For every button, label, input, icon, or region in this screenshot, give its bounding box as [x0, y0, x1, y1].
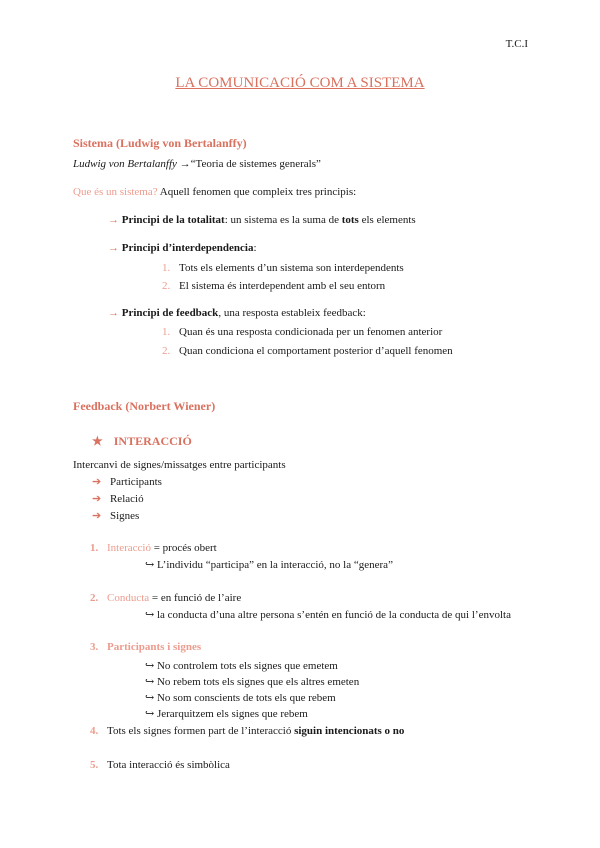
- numbered-item: [90, 542, 217, 554]
- bullet-item: [92, 492, 144, 505]
- item-number: 4.: [90, 725, 99, 737]
- item-text: = procés obert: [150, 542, 217, 554]
- item-number: 5.: [90, 759, 99, 771]
- bullet-item: [92, 509, 139, 522]
- item-label: Participants i signes: [107, 641, 202, 653]
- sub-item-text: No som conscients de tots els que rebem: [156, 692, 336, 704]
- bullet-text: Relació: [109, 493, 144, 505]
- hook-arrow-icon: ↪: [145, 559, 155, 571]
- sub-item-text: No controlem tots els signes que emetem: [156, 660, 338, 672]
- principle-totalitat: [108, 214, 416, 226]
- page-tag: T.C.I: [505, 38, 528, 50]
- item-label: Interacció: [107, 542, 151, 554]
- list-item: [162, 326, 442, 338]
- item-number: 1.: [162, 262, 171, 274]
- sub-item-text: la conducta d’una altre persona s’entén en funció de la conducta de qui l’envolta: [156, 609, 511, 621]
- question-text: Aquell fenomen que compleix tres principis:: [157, 186, 357, 198]
- item-text: Tots els elements d’un sistema son interdependents: [179, 262, 404, 274]
- question-label: Que és un sistema?: [73, 186, 158, 198]
- item-text: Tots els signes formen part de l’interacció: [107, 725, 295, 737]
- sub-item: [145, 659, 338, 672]
- sub-item-text: No rebem tots els signes que els altres emeten: [156, 676, 360, 688]
- sub-item: [145, 707, 308, 720]
- bullet-item: [92, 475, 162, 488]
- list-item: [162, 280, 385, 292]
- numbered-item: [90, 759, 230, 771]
- sub-item-text: Jerarquitzem els signes que rebem: [156, 708, 308, 720]
- principle-strong: tots: [341, 214, 359, 226]
- author-name: Ludwig von Bertalanffy: [73, 158, 177, 170]
- hook-arrow-icon: ↪: [145, 708, 155, 720]
- item-text: El sistema és interdependent amb el seu entorn: [179, 280, 386, 292]
- item-label: Conducta: [107, 592, 150, 604]
- item-text: Tota interacció és simbòlica: [107, 759, 230, 771]
- sub-item-text: L’individu “participa” en la interacció, no la “genera”: [156, 559, 393, 571]
- item-number: 2.: [162, 280, 171, 292]
- list-item: [162, 262, 404, 274]
- right-arrow-icon: →: [108, 307, 119, 319]
- document-title: LA COMUNICACIÓ COM A SISTEMA: [175, 75, 425, 91]
- arrow-bullet-icon: ➔: [92, 493, 102, 505]
- sub-item: [145, 691, 336, 704]
- principle-interdependencia: [108, 242, 257, 254]
- principle-text: , una resposta estableix feedback:: [218, 307, 366, 319]
- principle-feedback: [108, 307, 366, 319]
- star-icon: ★: [92, 434, 103, 448]
- item-number: 1.: [162, 326, 171, 338]
- item-text: Quan condiciona el comportament posterior d’aquell fenomen: [179, 345, 453, 357]
- numbered-item: [90, 592, 241, 604]
- principle-text: :: [253, 242, 257, 254]
- list-item: [162, 345, 453, 357]
- intro-text: Intercanvi de signes/missatges entre participants: [73, 459, 286, 471]
- sub-item: [145, 675, 359, 688]
- item-text: Quan és una resposta condicionada per un fenomen anterior: [179, 326, 443, 338]
- right-arrow-icon: →: [108, 214, 119, 226]
- section-heading-feedback: Feedback (Norbert Wiener): [73, 399, 216, 413]
- item-number: 2.: [162, 345, 171, 357]
- hook-arrow-icon: ↪: [145, 609, 155, 621]
- right-arrow-icon: →: [108, 242, 119, 254]
- principle-name: Principi d’interdependencia: [121, 242, 254, 254]
- item-strong: siguin intencionats o no: [294, 725, 405, 737]
- arrow-bullet-icon: ➔: [92, 476, 102, 488]
- principle-text: : un sistema es la suma de: [224, 214, 342, 226]
- section-heading-sistema: Sistema (Ludwig von Bertalanffy): [73, 136, 247, 150]
- bullet-text: Participants: [109, 476, 162, 488]
- bullet-text: Signes: [109, 510, 140, 522]
- sub-item: [145, 608, 511, 621]
- numbered-item: [90, 641, 201, 653]
- hook-arrow-icon: ↪: [145, 692, 155, 704]
- principle-name: Principi de feedback: [121, 307, 219, 319]
- principle-text-end: els elements: [358, 214, 416, 226]
- work-title: “Teoria de sistemes generals”: [190, 158, 321, 170]
- item-number: 1.: [90, 542, 99, 554]
- item-number: 2.: [90, 592, 99, 604]
- hook-arrow-icon: ↪: [145, 660, 155, 672]
- right-arrow-icon: →: [179, 158, 191, 170]
- author-line: [73, 158, 321, 170]
- sub-item: [145, 558, 393, 571]
- hook-arrow-icon: ↪: [145, 676, 155, 688]
- principle-name: Principi de la totalitat: [121, 214, 225, 226]
- subheading-interaccio: [92, 434, 192, 449]
- subheading-text: INTERACCIÓ: [113, 434, 192, 448]
- arrow-bullet-icon: ➔: [92, 510, 102, 522]
- item-text: = en funció de l’aire: [149, 592, 242, 604]
- item-number: 3.: [90, 641, 99, 653]
- question-line: [73, 186, 356, 198]
- numbered-item: [90, 725, 404, 737]
